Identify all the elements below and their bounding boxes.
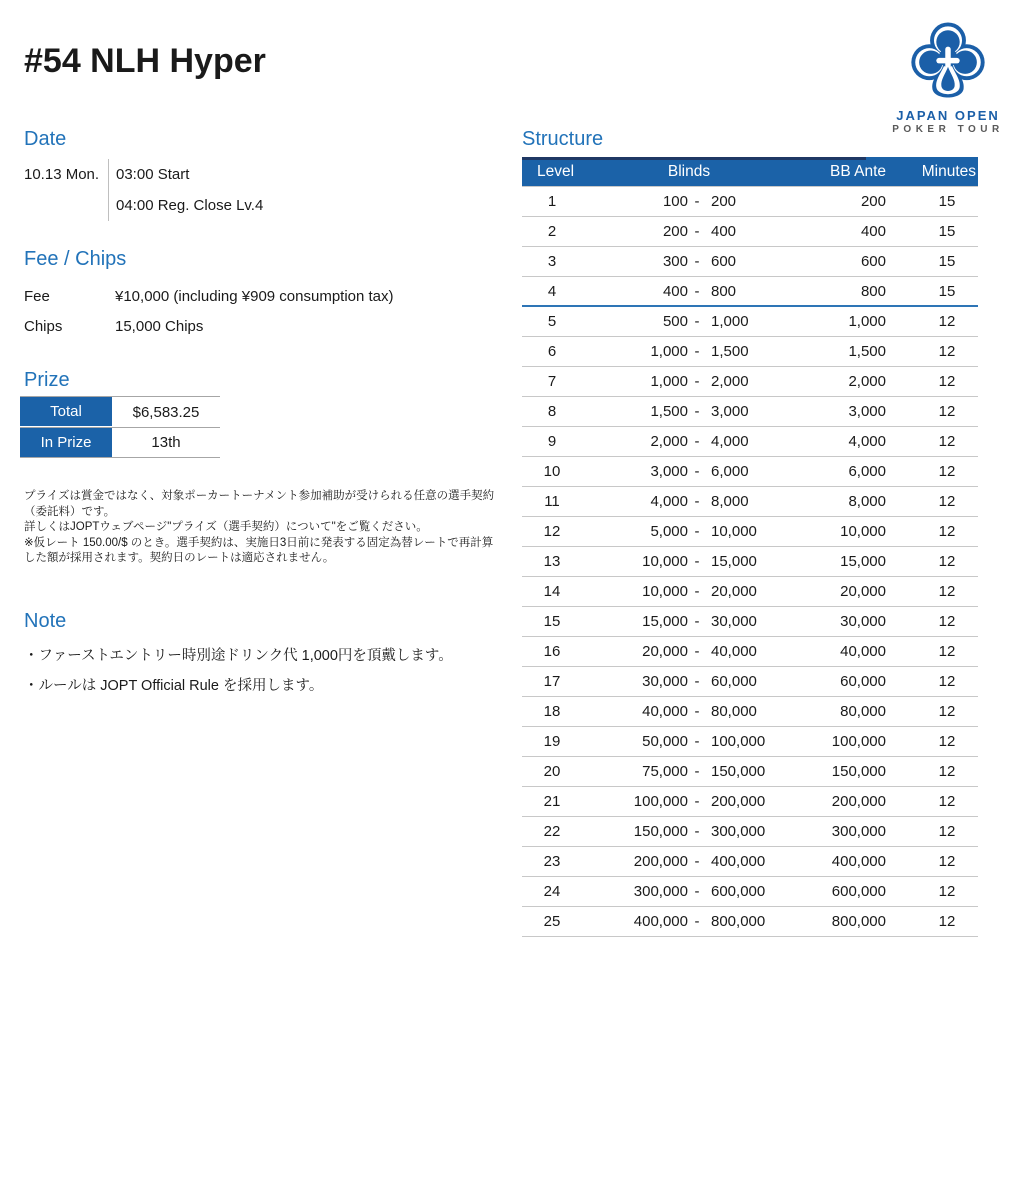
fee-chips-section	[24, 248, 394, 341]
bb-ante-cell: 2,000	[848, 373, 886, 390]
fee-chips-heading: Fee / Chips	[24, 248, 127, 270]
small-blind-cell: 300,000	[633, 883, 688, 900]
note-item-rule: ・ルールは JOPT Official Rule を採用します。	[24, 678, 324, 694]
prize-inprize-label: In Prize	[20, 428, 112, 457]
fee-value: ¥10,000 (including ¥909 consumption tax)	[115, 287, 394, 305]
big-blind-cell: 800,000	[711, 913, 766, 930]
level-cell: 2	[547, 223, 557, 240]
blinds-separator: -	[694, 883, 700, 900]
prize-note-line-1: プライズは賞金ではなく、対象ポーカートーナメント参加補助が受けられる任意の選手契約（委託料）です。	[24, 490, 495, 518]
big-blind-cell: 3,000	[711, 403, 749, 420]
minutes-cell: 12	[938, 853, 956, 870]
blinds-separator: -	[694, 433, 700, 450]
blinds-separator: -	[694, 673, 700, 690]
prize-note-line-2: 詳しくはJOPTウェブページ"プライズ（選手契約）について"をご覧ください。	[24, 521, 428, 533]
bb-ante-cell: 15,000	[840, 553, 886, 570]
bb-ante-cell: 3,000	[848, 403, 886, 420]
blinds-separator: -	[694, 313, 700, 330]
blinds-separator: -	[694, 703, 700, 720]
bb-ante-cell: 200	[860, 193, 886, 210]
minutes-cell: 15	[938, 253, 956, 270]
note-item-drink: ・ファーストエントリー時別途ドリンク代 1,000円を頂戴します。	[24, 648, 453, 664]
level-cell: 9	[547, 433, 557, 450]
bb-ante-cell: 80,000	[840, 703, 886, 720]
small-blind-cell: 300	[662, 253, 688, 270]
big-blind-cell: 8,000	[711, 493, 749, 510]
column-header-bb-ante: BB Ante	[829, 162, 886, 180]
big-blind-cell: 40,000	[711, 643, 757, 660]
structure-row	[522, 187, 978, 217]
bb-ante-cell: 400,000	[831, 853, 886, 870]
small-blind-cell: 500	[662, 313, 688, 330]
big-blind-cell: 100,000	[711, 733, 766, 750]
column-header-level: Level	[537, 162, 575, 180]
minutes-cell: 12	[938, 733, 956, 750]
minutes-cell: 12	[938, 703, 956, 720]
minutes-cell: 12	[938, 613, 956, 630]
chips-row	[24, 311, 394, 341]
small-blind-cell: 75,000	[642, 763, 688, 780]
prize-total-row	[20, 397, 220, 427]
club-drop-icon	[888, 20, 1008, 106]
level-cell: 7	[547, 373, 557, 390]
level-cell: 18	[543, 703, 561, 720]
structure-row	[522, 757, 978, 787]
small-blind-cell: 400,000	[633, 913, 688, 930]
structure-row	[522, 427, 978, 457]
structure-row	[522, 397, 978, 427]
reg-close-time: 04:00 Reg. Close Lv.4	[116, 197, 264, 214]
minutes-cell: 12	[938, 493, 956, 510]
bb-ante-cell: 8,000	[848, 493, 886, 510]
blinds-separator: -	[694, 613, 700, 630]
level-cell: 16	[543, 643, 561, 660]
small-blind-cell: 1,500	[650, 403, 688, 420]
level-cell: 22	[543, 823, 561, 840]
minutes-cell: 12	[938, 583, 956, 600]
minutes-cell: 12	[938, 913, 956, 930]
prize-table	[20, 396, 220, 458]
minutes-cell: 12	[938, 523, 956, 540]
prize-total-label: Total	[20, 397, 112, 427]
logo-text-primary: JAPAN OPEN	[896, 108, 1000, 123]
minutes-cell: 12	[938, 673, 956, 690]
date-heading: Date	[24, 128, 67, 150]
level-cell: 21	[543, 793, 561, 810]
structure-rows	[522, 186, 978, 937]
small-blind-cell: 150,000	[633, 823, 688, 840]
blinds-separator: -	[694, 223, 700, 240]
small-blind-cell: 15,000	[642, 613, 688, 630]
minutes-cell: 12	[938, 883, 956, 900]
big-blind-cell: 400	[711, 223, 737, 240]
big-blind-cell: 1,500	[711, 343, 749, 360]
small-blind-cell: 30,000	[642, 673, 688, 690]
prize-section	[24, 369, 224, 458]
structure-row	[522, 907, 978, 937]
structure-row	[522, 487, 978, 517]
bb-ante-cell: 1,000	[848, 313, 886, 330]
level-cell: 4	[547, 282, 557, 300]
small-blind-cell: 200,000	[633, 853, 688, 870]
level-cell: 20	[543, 763, 561, 780]
structure-row	[522, 547, 978, 577]
level-cell: 25	[543, 913, 561, 930]
prize-legal-note	[24, 489, 496, 567]
structure-row	[522, 727, 978, 757]
structure-row	[522, 577, 978, 607]
bb-ante-cell: 4,000	[848, 433, 886, 450]
blinds-separator: -	[694, 523, 700, 540]
level-cell: 24	[543, 883, 561, 900]
prize-total-value: $6,583.25	[132, 403, 200, 421]
minutes-cell: 12	[938, 343, 956, 360]
small-blind-cell: 4,000	[650, 493, 688, 510]
bb-ante-cell: 30,000	[840, 613, 886, 630]
big-blind-cell: 150,000	[711, 763, 766, 780]
big-blind-cell: 600,000	[711, 883, 766, 900]
big-blind-cell: 20,000	[711, 583, 757, 600]
big-blind-cell: 30,000	[711, 613, 757, 630]
note-heading: Note	[24, 610, 67, 632]
big-blind-cell: 10,000	[711, 523, 757, 540]
structure-row	[522, 367, 978, 397]
minutes-cell: 12	[938, 373, 956, 390]
big-blind-cell: 200	[711, 193, 737, 210]
level-cell: 13	[543, 553, 561, 570]
blinds-separator: -	[694, 553, 700, 570]
structure-row	[522, 247, 978, 277]
structure-row	[522, 697, 978, 727]
level-cell: 11	[544, 493, 560, 510]
structure-heading-underline	[522, 157, 866, 160]
date-section	[24, 128, 263, 221]
blinds-separator: -	[694, 853, 700, 870]
chips-label: Chips	[24, 317, 63, 335]
fee-row	[24, 281, 394, 311]
structure-row	[522, 847, 978, 877]
bb-ante-cell: 600	[860, 253, 886, 270]
small-blind-cell: 100,000	[633, 793, 688, 810]
bb-ante-cell: 60,000	[840, 673, 886, 690]
blinds-separator: -	[694, 493, 700, 510]
structure-row	[522, 607, 978, 637]
structure-heading: Structure	[522, 128, 604, 150]
structure-row	[522, 217, 978, 247]
level-cell: 8	[547, 403, 557, 420]
blinds-separator: -	[694, 282, 700, 300]
blinds-separator: -	[694, 373, 700, 390]
level-cell: 17	[543, 673, 561, 690]
big-blind-cell: 2,000	[711, 373, 749, 390]
bb-ante-cell: 150,000	[831, 763, 886, 780]
big-blind-cell: 60,000	[711, 673, 757, 690]
prize-inprize-row	[20, 427, 220, 457]
small-blind-cell: 1,000	[650, 343, 688, 360]
bb-ante-cell: 600,000	[831, 883, 886, 900]
small-blind-cell: 100	[662, 193, 688, 210]
column-header-minutes: Minutes	[921, 162, 976, 180]
big-blind-cell: 400,000	[711, 853, 766, 870]
big-blind-cell: 15,000	[711, 553, 757, 570]
minutes-cell: 12	[938, 823, 956, 840]
level-cell: 3	[547, 253, 557, 270]
level-cell: 19	[543, 733, 561, 750]
structure-row	[522, 667, 978, 697]
level-cell: 23	[543, 853, 561, 870]
minutes-cell: 12	[938, 433, 956, 450]
blinds-separator: -	[694, 343, 700, 360]
big-blind-cell: 4,000	[711, 433, 749, 450]
blinds-separator: -	[694, 193, 700, 210]
chips-value: 15,000 Chips	[115, 317, 204, 335]
structure-row	[522, 457, 978, 487]
small-blind-cell: 20,000	[642, 643, 688, 660]
big-blind-cell: 300,000	[711, 823, 766, 840]
note-section	[24, 610, 453, 701]
level-cell: 5	[547, 313, 557, 330]
structure-row	[522, 337, 978, 367]
column-header-blinds: Blinds	[667, 162, 711, 180]
structure-row	[522, 637, 978, 667]
jopt-logo	[888, 20, 1008, 135]
bb-ante-cell: 10,000	[840, 523, 886, 540]
structure-section	[522, 128, 978, 937]
level-cell: 14	[543, 583, 561, 600]
minutes-cell: 12	[938, 553, 956, 570]
small-blind-cell: 50,000	[642, 733, 688, 750]
bb-ante-cell: 20,000	[840, 583, 886, 600]
minutes-cell: 15	[938, 223, 956, 240]
small-blind-cell: 400	[662, 282, 688, 300]
minutes-cell: 12	[938, 643, 956, 660]
structure-row	[522, 277, 978, 307]
blinds-separator: -	[694, 913, 700, 930]
prize-heading: Prize	[24, 369, 70, 391]
logo-text-secondary: POKER TOUR	[892, 124, 1004, 135]
bb-ante-cell: 200,000	[831, 793, 886, 810]
bb-ante-cell: 800	[860, 282, 886, 300]
start-time: 03:00 Start	[116, 166, 190, 183]
big-blind-cell: 80,000	[711, 703, 757, 720]
minutes-cell: 12	[938, 403, 956, 420]
small-blind-cell: 40,000	[642, 703, 688, 720]
minutes-cell: 12	[938, 313, 956, 330]
bb-ante-cell: 40,000	[840, 643, 886, 660]
structure-row	[522, 517, 978, 547]
minutes-cell: 12	[938, 793, 956, 810]
date-day: 10.13 Mon.	[24, 166, 100, 183]
small-blind-cell: 3,000	[650, 463, 688, 480]
level-cell: 15	[543, 613, 561, 630]
big-blind-cell: 200,000	[711, 793, 766, 810]
small-blind-cell: 2,000	[650, 433, 688, 450]
small-blind-cell: 200	[662, 223, 688, 240]
small-blind-cell: 1,000	[650, 373, 688, 390]
bb-ante-cell: 800,000	[831, 913, 886, 930]
level-cell: 12	[543, 523, 561, 540]
fee-label: Fee	[24, 287, 50, 305]
big-blind-cell: 6,000	[711, 463, 749, 480]
bb-ante-cell: 1,500	[848, 343, 886, 360]
minutes-cell: 12	[938, 763, 956, 780]
big-blind-cell: 800	[711, 282, 737, 300]
structure-row	[522, 307, 978, 337]
big-blind-cell: 600	[711, 253, 737, 270]
small-blind-cell: 10,000	[642, 583, 688, 600]
prize-note-line-3: ※仮レート 150.00/$ のとき。選手契約は、実施日3日前に発表する固定為替レートで再計算した額が採用されます。契約日のレートは適応されません。	[24, 536, 494, 564]
blinds-separator: -	[694, 763, 700, 780]
small-blind-cell: 5,000	[650, 523, 688, 540]
minutes-cell: 15	[938, 193, 956, 210]
blinds-separator: -	[694, 403, 700, 420]
bb-ante-cell: 300,000	[831, 823, 886, 840]
structure-row	[522, 787, 978, 817]
date-divider	[108, 159, 109, 221]
blinds-separator: -	[694, 733, 700, 750]
structure-table-header	[522, 157, 978, 186]
minutes-cell: 15	[938, 282, 956, 300]
level-cell: 6	[547, 343, 557, 360]
minutes-cell: 12	[938, 463, 956, 480]
bb-ante-cell: 400	[860, 223, 886, 240]
structure-row	[522, 817, 978, 847]
blinds-separator: -	[694, 643, 700, 660]
level-cell: 1	[547, 193, 557, 210]
small-blind-cell: 10,000	[642, 553, 688, 570]
blinds-separator: -	[694, 823, 700, 840]
bb-ante-cell: 100,000	[831, 733, 886, 750]
level-cell: 10	[543, 463, 561, 480]
blinds-separator: -	[694, 463, 700, 480]
blinds-separator: -	[694, 583, 700, 600]
blinds-separator: -	[694, 793, 700, 810]
page-title: #54 NLH Hyper	[24, 42, 266, 80]
blinds-separator: -	[694, 253, 700, 270]
big-blind-cell: 1,000	[711, 313, 749, 330]
structure-row	[522, 877, 978, 907]
prize-inprize-value: 13th	[151, 434, 181, 451]
bb-ante-cell: 6,000	[848, 463, 886, 480]
